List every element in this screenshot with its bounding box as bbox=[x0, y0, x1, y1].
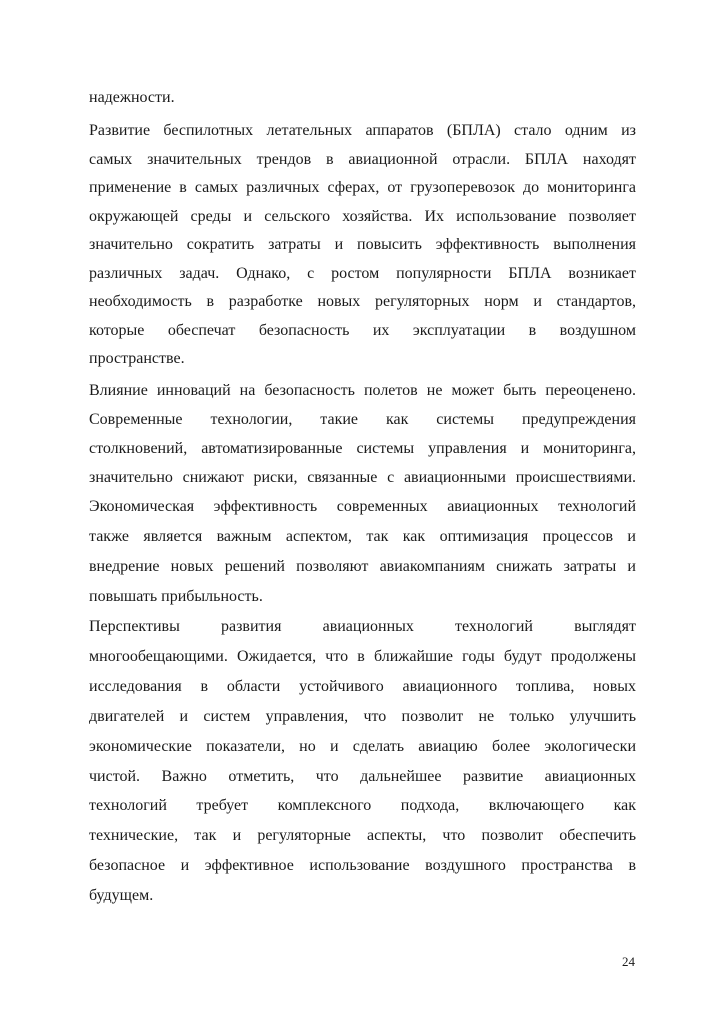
text-line: пространстве. bbox=[89, 350, 185, 367]
text-line: различных задач. Однако, с ростом популярности БПЛА возникает bbox=[89, 265, 636, 282]
text-line: многообещающими. Ожидается, что в ближайшие годы будут продолжены bbox=[89, 648, 636, 665]
text-line: технологий требует комплексного подхода, включающего как bbox=[89, 797, 636, 814]
text-line: столкновений, автоматизированные системы управления и мониторинга, bbox=[89, 440, 636, 457]
page-number: 24 bbox=[622, 954, 635, 969]
text-line: которые обеспечат безопасность их эксплуатации в воздушном bbox=[89, 322, 636, 339]
text-line: Экономическая эффективность современных авиационных технологий bbox=[89, 498, 636, 515]
text-line: Современные технологии, такие как системы предупреждения bbox=[89, 411, 636, 428]
text-line: необходимость в разработке новых регуляторных норм и стандартов, bbox=[89, 293, 636, 310]
text-line: безопасное и эффективное использование воздушного пространства в bbox=[89, 857, 636, 874]
text-line: двигателей и систем управления, что позволит не только улучшить bbox=[89, 708, 636, 725]
text-line: будущем. bbox=[89, 887, 154, 904]
text-line: чистой. Важно отметить, что дальнейшее развитие авиационных bbox=[89, 768, 636, 785]
text-line: значительно сократить затраты и повысить эффективность выполнения bbox=[89, 236, 636, 253]
text-line: также является важным аспектом, так как оптимизация процессов и bbox=[89, 528, 636, 545]
text-line: окружающей среды и сельского хозяйства. Их использование позволяет bbox=[89, 208, 636, 225]
text-line: применение в самых различных сферах, от грузоперевозок до мониторинга bbox=[89, 179, 636, 196]
text-line: внедрение новых решений позволяют авиакомпаниям снижать затраты и bbox=[89, 558, 636, 575]
text-line: Развитие беспилотных летательных аппаратов (БПЛА) стало одним из bbox=[89, 122, 636, 139]
text-line: технические, так и регуляторные аспекты, что позволит обеспечить bbox=[89, 827, 636, 844]
text-line: исследования в области устойчивого авиационного топлива, новых bbox=[89, 678, 636, 695]
text-line: повышать прибыльность. bbox=[89, 588, 263, 605]
text-line: Перспективы развития авиационных технологий выглядят bbox=[89, 618, 636, 635]
text-line: Влияние инноваций на безопасность полетов не может быть переоценено. bbox=[89, 382, 636, 399]
text-line: самых значительных трендов в авиационной отрасли. БПЛА находят bbox=[89, 151, 636, 168]
text-line: экономические показатели, но и сделать авиацию более экологически bbox=[89, 738, 636, 755]
text-line: надежности. bbox=[89, 89, 175, 106]
text-line: значительно снижают риски, связанные с авиационными происшествиями. bbox=[89, 469, 636, 486]
